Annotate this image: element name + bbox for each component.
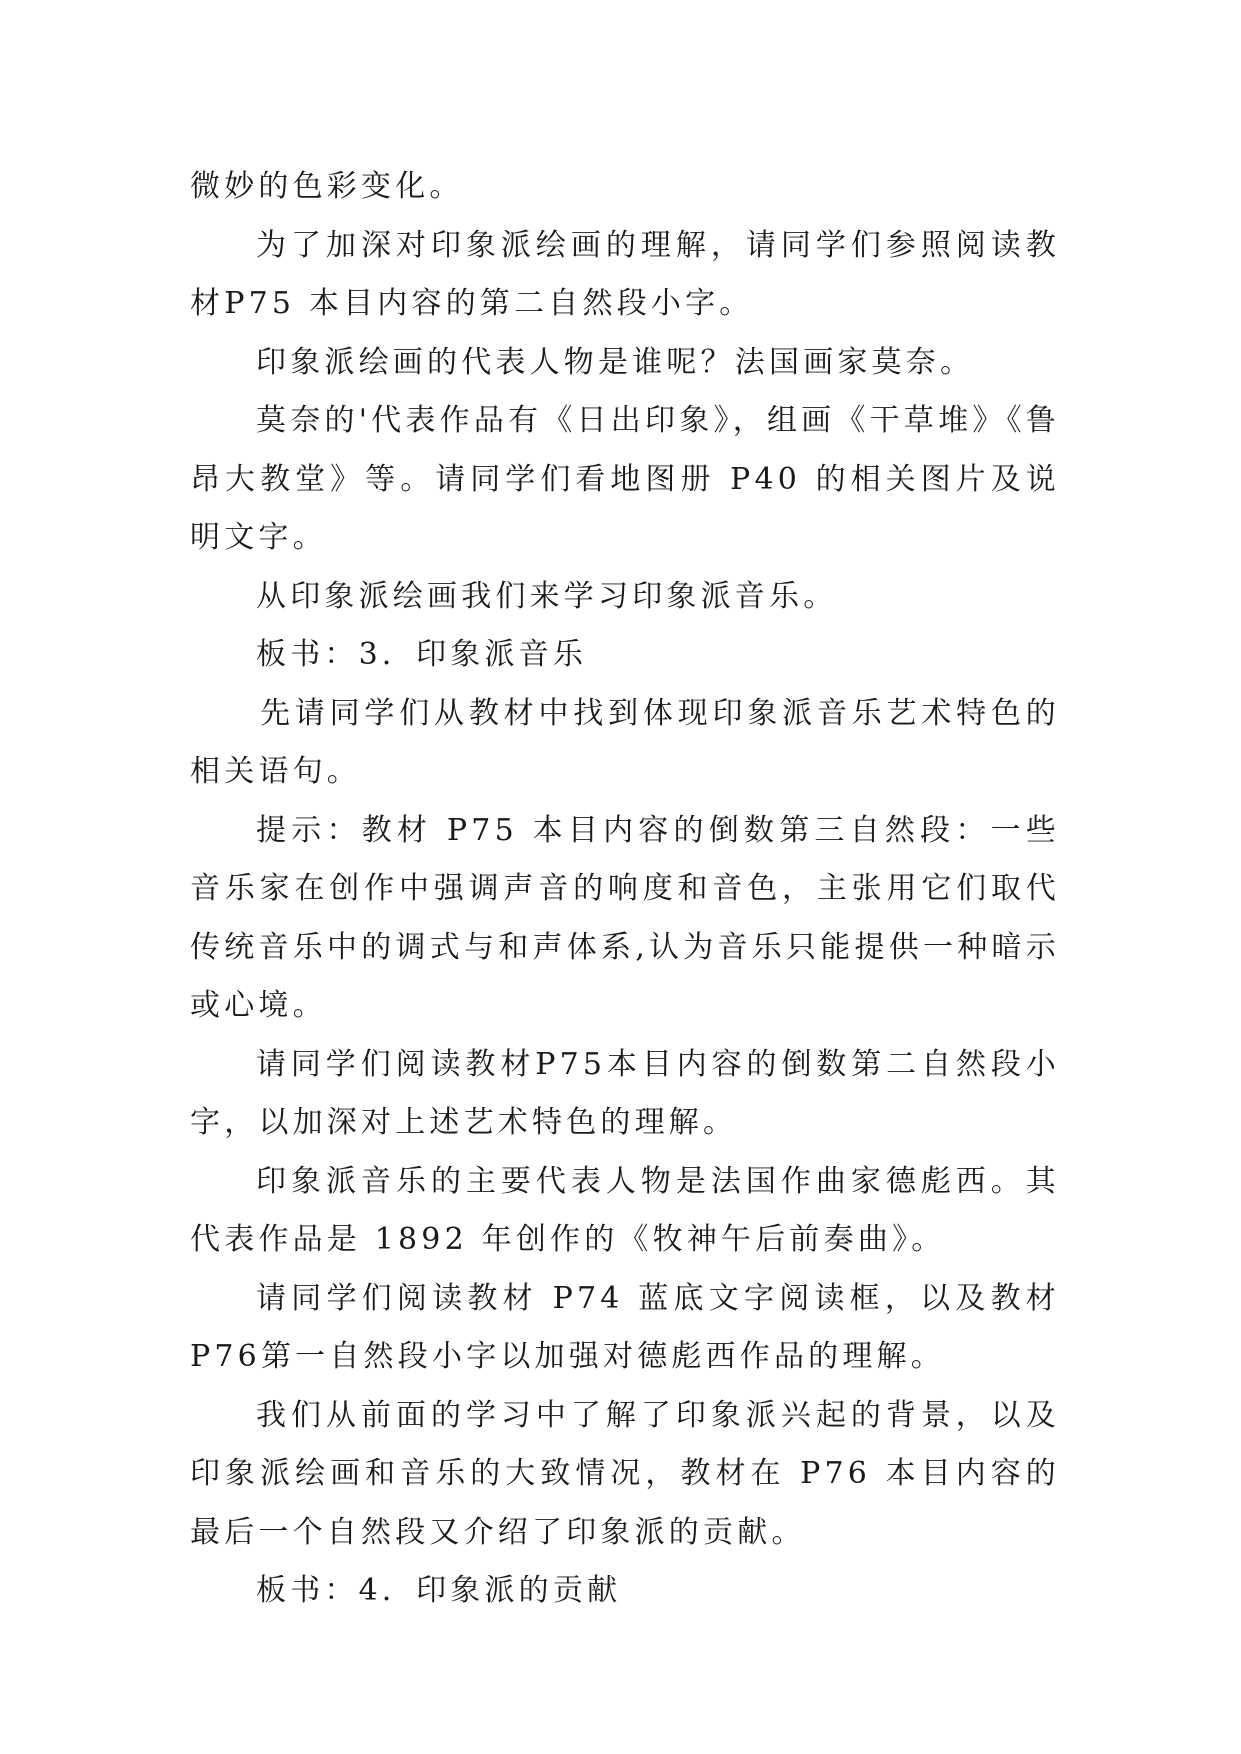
document-body [190, 158, 1060, 1621]
paragraph-reading-debussy: 请同学们阅读教材 P74 蓝底文字阅读框，以及教材 P76第一自然段小字以加强对德彪西作品的理解。 [190, 1280, 1060, 1374]
board-heading-contribution: 板书：4．印象派的贡献 [256, 1573, 622, 1608]
paragraph-reading-instruction: 为了加深对印象派绘画的理解，请同学们参照阅读教材P75 本目内容的第二自然段小字。 [190, 227, 1060, 321]
paragraph-monet-intro: 印象派绘画的代表人物是谁呢？法国画家莫奈。 [256, 344, 975, 380]
paragraph-summary: 我们从前面的学习中了解了印象派兴起的背景，以及印象派绘画和音乐的大致情况，教材在 P76 本目内容的最后一个自然段又介绍了印象派的贡献。 [190, 1397, 1060, 1550]
paragraph-monet-works: 莫奈的'代表作品有《日出印象》，组画《干草堆》《鲁昂大教堂》等。请同学们看地图册 P40 的相关图片及说明文字。 [190, 403, 1060, 555]
paragraph-debussy: 印象派音乐的主要代表人物是法国作曲家德彪西。其代表作品是 1892 年创作的《牧神午后前奏曲》。 [190, 1163, 1060, 1257]
paragraph-continuation: 微妙的色彩变化。 [190, 169, 464, 204]
board-heading-impressionist-music: 板书：3．印象派音乐 [256, 637, 588, 672]
paragraph-transition-music: 从印象派绘画我们来学习印象派音乐。 [256, 578, 838, 614]
paragraph-reading-second: 请同学们阅读教材P75本目内容的倒数第二自然段小字，以加深对上述艺术特色的理解。 [190, 1046, 1060, 1140]
paragraph-hint: 提示：教材 P75 本目内容的倒数第三自然段：一些音乐家在创作中强调声音的响度和音色，主张用它们取代传统音乐中的调式与和声体系,认为音乐只能提供一种暗示或心境。 [190, 812, 1060, 1023]
paragraph-find-features: 先请同学们从教材中找到体现印象派音乐艺术特色的相关语句。 [190, 695, 1060, 789]
